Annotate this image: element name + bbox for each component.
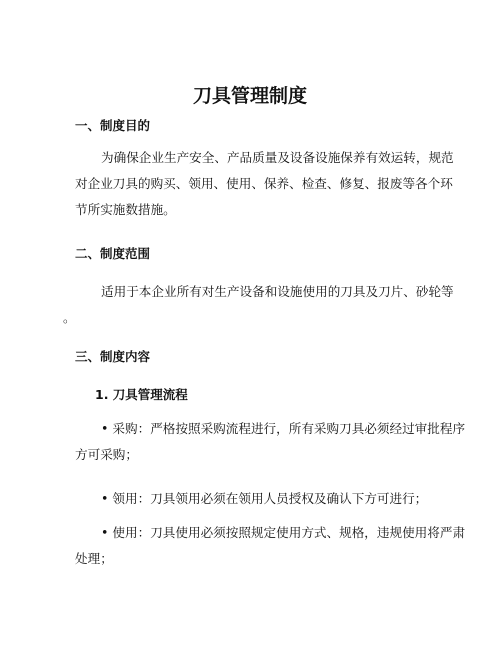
list-item-line: • 领用：刀具领用必须在领用人员授权及确认下方可进行； [101,491,428,506]
section-heading-content: 三、制度内容 [75,349,151,364]
list-item-line: • 使用：刀具使用必须按照规定使用方式、规格，违规使用将严肃 [101,525,466,540]
list-item-line: • 采购：严格按照采购流程进行，所有采购刀具必须经过审批程序 [101,421,466,436]
list-item-requisition [75,486,435,512]
list-item-purchase [75,416,466,468]
paragraph-line: 适用于本企业所有对生产设备和设施使用的刀具及刀片、砂轮等 [101,284,454,299]
paragraph-line: 对企业刀具的购买、领用、使用、保养、检查、修复、报废等各个环 [75,176,453,191]
paragraph-line: 为确保企业生产安全、产品质量及设备设施保养有效运转，规范 [101,150,454,165]
section-heading-purpose: 一、制度目的 [75,118,151,133]
document-title: 刀具管理制度 [192,85,307,107]
section-paragraph-purpose [75,145,454,223]
paragraph-line: 。 [63,310,76,325]
section-heading-scope: 二、制度范围 [75,246,151,261]
list-item-line: 方可采购； [75,447,138,462]
section-paragraph-scope [63,279,454,331]
list-item-usage [75,520,466,572]
paragraph-line: 节所实施数措施。 [75,202,176,217]
list-item-line: 处理； [75,551,113,566]
subsection-heading-tool-process: 1. 刀具管理流程 [95,387,188,402]
